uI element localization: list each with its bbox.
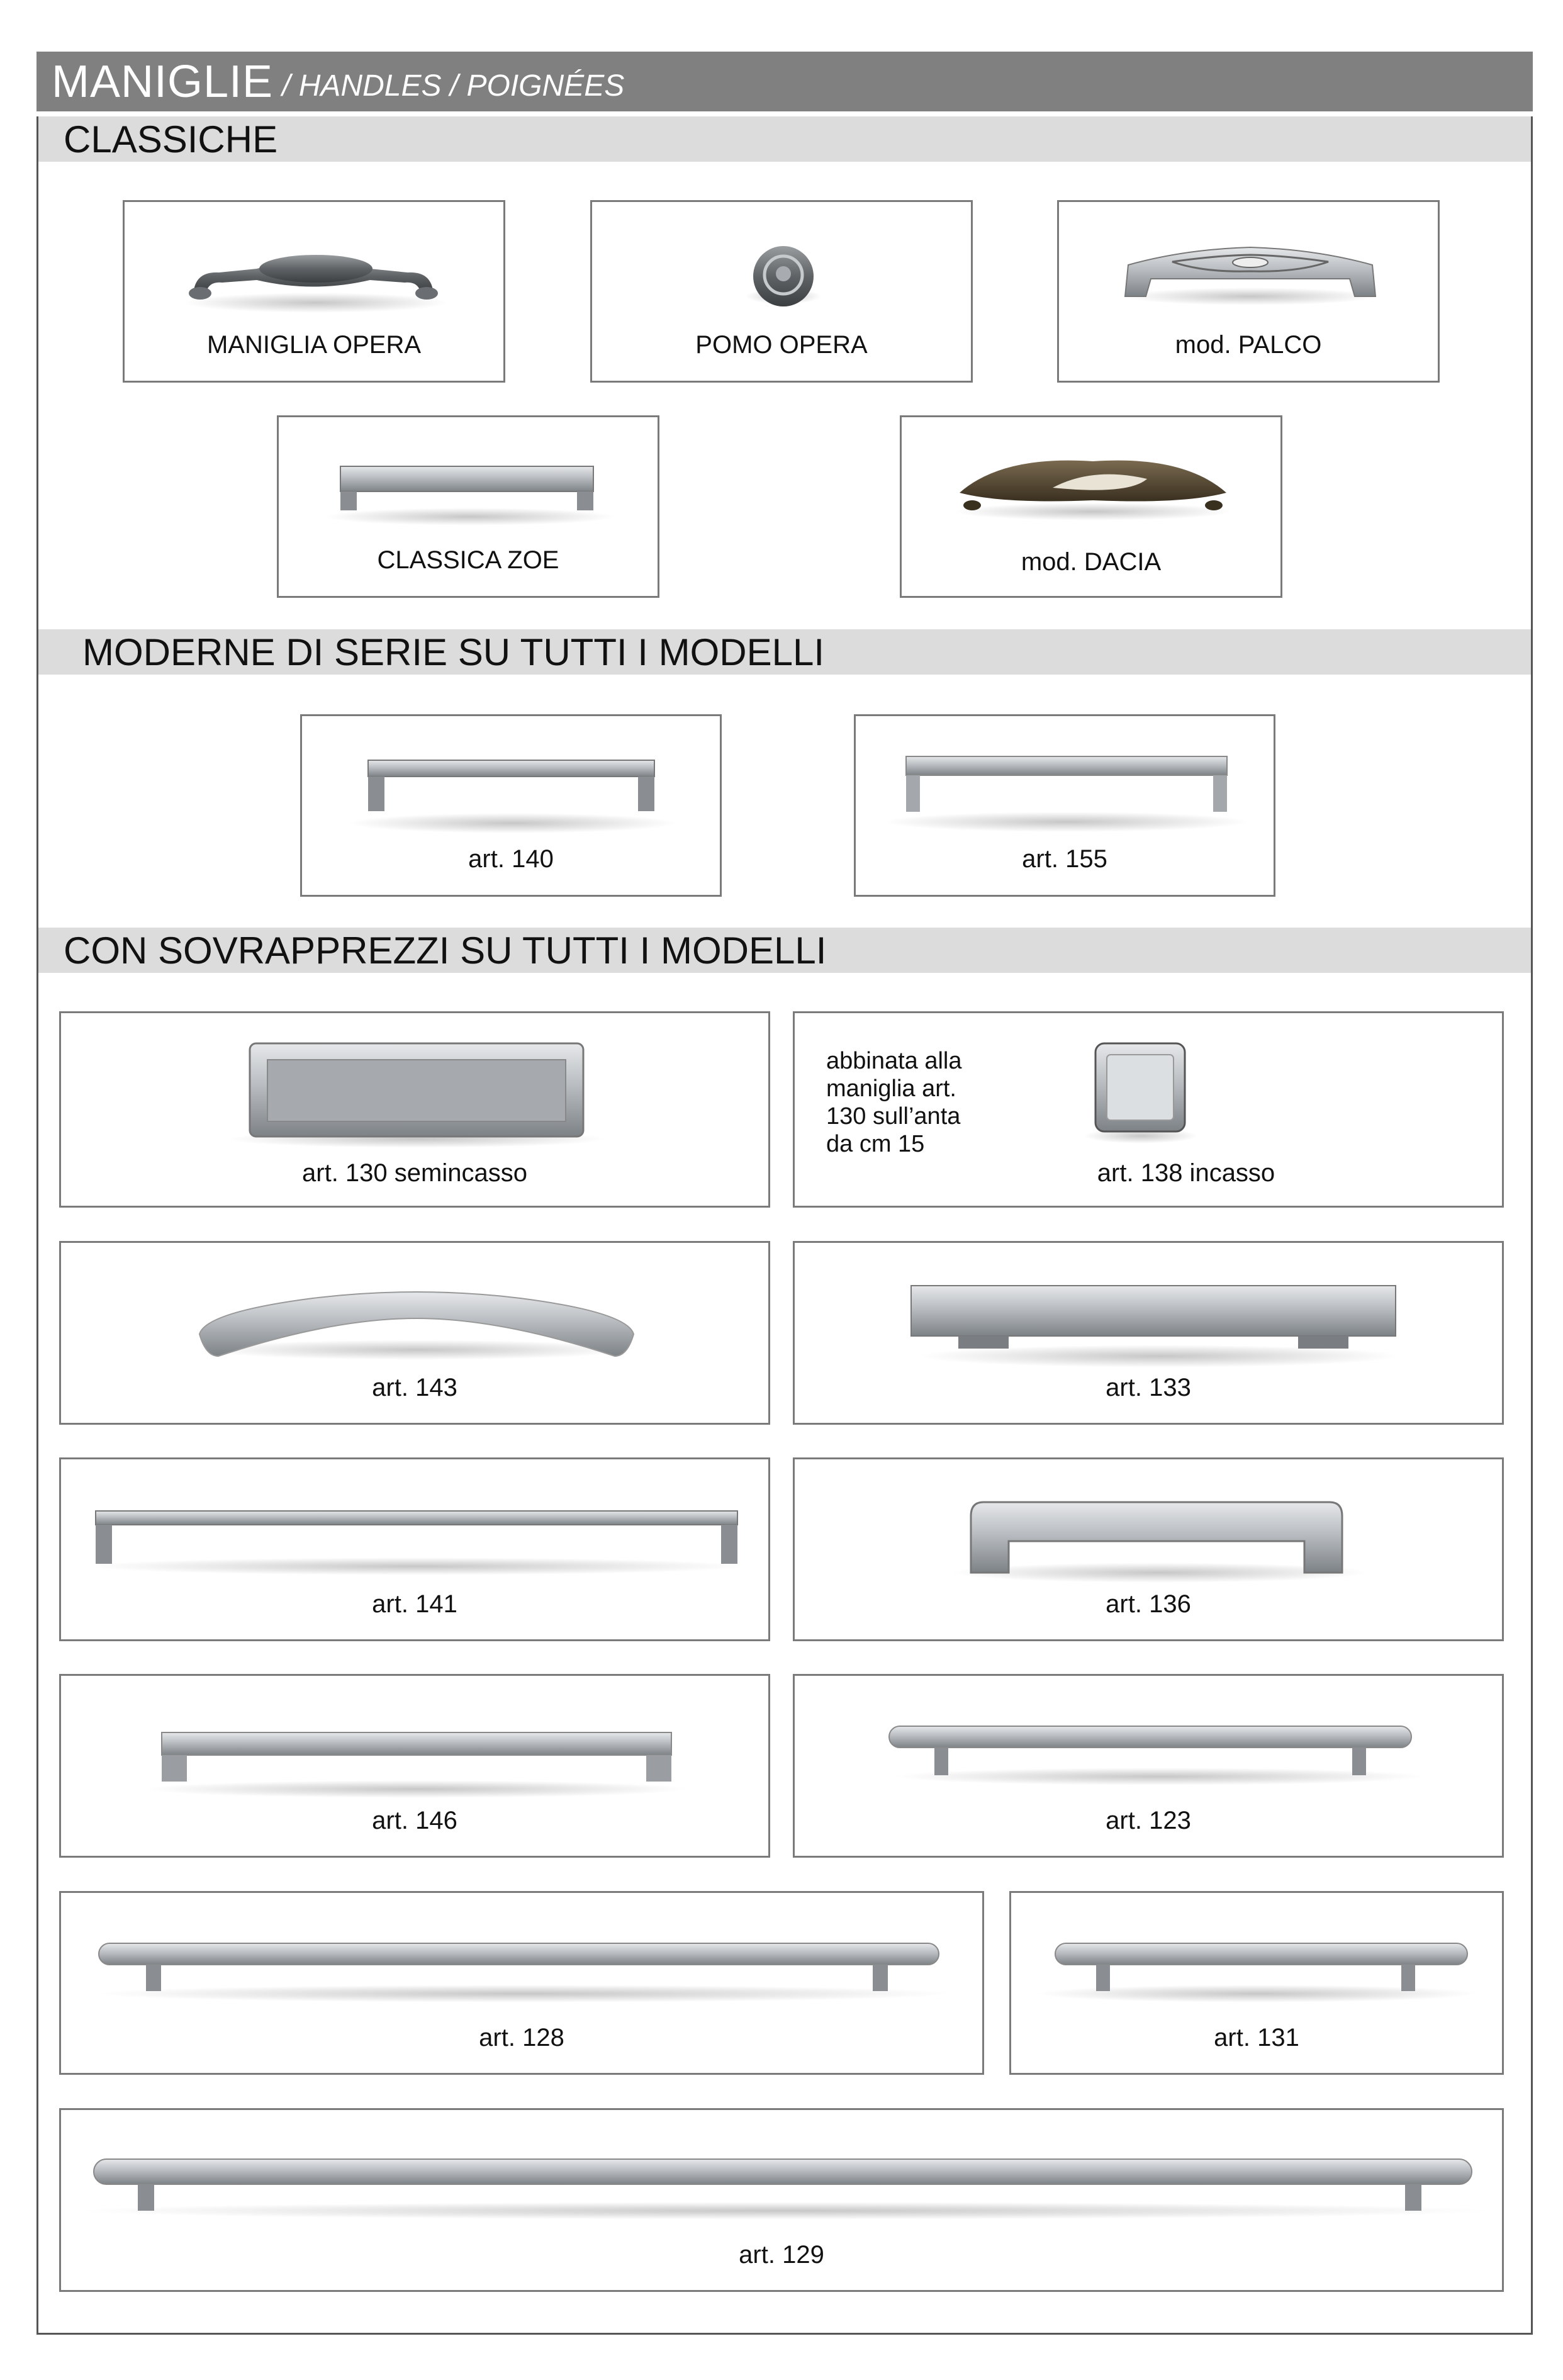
- page-title: MANIGLIE: [52, 56, 274, 107]
- label-art-146: art. 146: [372, 1807, 457, 1834]
- product-art-133[interactable]: [793, 1241, 1504, 1425]
- label-art-136: art. 136: [1106, 1590, 1191, 1618]
- section-sovrapprezzi: [38, 928, 1531, 973]
- label-pomo-opera: POMO OPERA: [695, 331, 868, 359]
- product-dacia[interactable]: [900, 415, 1282, 598]
- section-moderne: [38, 629, 1531, 675]
- product-art-131[interactable]: [1009, 1891, 1504, 2075]
- label-art-143: art. 143: [372, 1374, 457, 1401]
- product-art-129[interactable]: [59, 2108, 1504, 2292]
- section-title-classiche: CLASSICHE: [64, 118, 278, 160]
- label-art-155: art. 155: [1022, 845, 1107, 873]
- art-138-note-line: maniglia art.: [826, 1075, 956, 1102]
- label-art-141: art. 141: [372, 1590, 457, 1618]
- product-art-130[interactable]: [59, 1011, 770, 1208]
- product-art-143[interactable]: [59, 1241, 770, 1425]
- product-pomo-opera[interactable]: [590, 200, 973, 383]
- label-art-133: art. 133: [1106, 1374, 1191, 1401]
- page-header: [36, 52, 1533, 111]
- section-title-sovrapprezzi: CON SOVRAPPREZZI SU TUTTI I MODELLI: [64, 929, 827, 972]
- label-art-130: art. 130 semincasso: [302, 1159, 527, 1187]
- product-maniglia-opera[interactable]: [123, 200, 505, 383]
- art-138-note-line: abbinata alla: [826, 1048, 962, 1074]
- product-art-136[interactable]: [793, 1457, 1504, 1641]
- label-art-128: art. 128: [479, 2024, 564, 2052]
- product-art-138[interactable]: [793, 1011, 1504, 1208]
- label-maniglia-opera: MANIGLIA OPERA: [206, 331, 422, 359]
- product-palco[interactable]: [1057, 200, 1440, 383]
- product-classica-zoe[interactable]: [277, 415, 659, 598]
- art-138-note-line: da cm 15: [826, 1131, 925, 1157]
- product-art-128[interactable]: [59, 1891, 984, 2075]
- label-palco: mod. PALCO: [1175, 331, 1322, 359]
- label-dacia: mod. DACIA: [1021, 548, 1162, 576]
- label-art-129: art. 129: [739, 2241, 824, 2269]
- product-art-155[interactable]: [854, 714, 1275, 897]
- product-art-123[interactable]: [793, 1674, 1504, 1858]
- label-art-140: art. 140: [468, 845, 554, 873]
- section-classiche: [38, 116, 1531, 162]
- label-art-138: art. 138 incasso: [1097, 1159, 1275, 1187]
- section-title-moderne: MODERNE DI SERIE SU TUTTI I MODELLI: [82, 631, 825, 673]
- label-art-131: art. 131: [1214, 2024, 1299, 2052]
- label-classica-zoe: CLASSICA ZOE: [377, 546, 559, 574]
- label-art-123: art. 123: [1106, 1807, 1191, 1834]
- page-subtitle: / HANDLES / POIGNÉES: [282, 69, 625, 103]
- art-138-note-line: 130 sull’anta: [826, 1103, 961, 1130]
- product-art-146[interactable]: [59, 1674, 770, 1858]
- product-art-141[interactable]: [59, 1457, 770, 1641]
- product-art-140[interactable]: [300, 714, 722, 897]
